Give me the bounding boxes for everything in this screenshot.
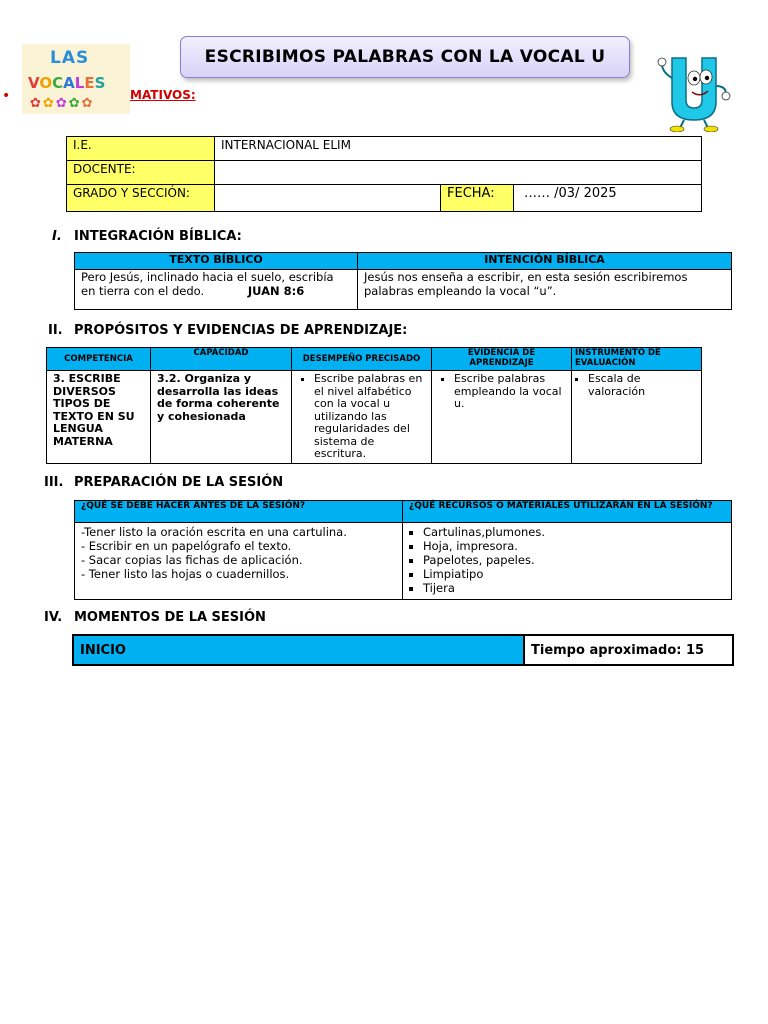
material-item: ▪ Papelotes, papeles.: [423, 553, 725, 567]
competencia-header: COMPETENCIA: [47, 348, 151, 371]
docente-value: [215, 161, 702, 185]
bullet-icon: •: [2, 88, 11, 104]
desempeno-text: ▪ Escribe palabras en el nivel alfabético con la vocal u utilizando las regularidades del sistema de escritura.: [314, 373, 425, 461]
flowers-icon: ✿✿✿✿✿: [30, 96, 95, 111]
biblical-table: [74, 252, 732, 310]
capacidad-header: CAPACIDAD: [151, 348, 292, 371]
ie-label: I.E.: [67, 137, 215, 161]
evidencia-text: ▪ Escribe palabras empleando la vocal u.: [454, 373, 565, 411]
info-table: [66, 136, 702, 212]
biblical-text: Pero Jesús, inclinado hacia el suelo, escribía en tierra con el dedo.: [81, 270, 334, 298]
tiempo-cell: Tiempo aproximado: 15: [524, 635, 733, 665]
grado-value: [215, 185, 441, 212]
desempeno-cell: [292, 371, 432, 464]
section3-title: PREPARACIÓN DE LA SESIÓN: [74, 475, 284, 490]
letter-u-mascot-icon: [656, 48, 732, 132]
docente-label: DOCENTE:: [67, 161, 215, 185]
material-item: ▪ Tijera: [423, 581, 725, 595]
material-item: ▪ Limpiatipo: [423, 567, 725, 581]
fecha-value: …… /03/ 2025: [514, 185, 702, 212]
logo-line1: LAS: [50, 48, 90, 68]
inicio-cell: INICIO: [73, 635, 524, 665]
section1-title: INTEGRACIÓN BÍBLICA:: [74, 229, 242, 244]
texto-biblico-header: TEXTO BÍBLICO: [75, 253, 358, 270]
instrumento-header: INSTRUMENTO DE EVALUACIÓN: [572, 348, 702, 371]
section2-title: PROPÓSITOS Y EVIDENCIAS DE APRENDIZAJE:: [74, 323, 408, 338]
section4-number: IV.: [44, 610, 63, 625]
material-item: ▪ Hoja, impresora.: [423, 539, 725, 553]
biblical-intention: Jesús nos enseña a escribir, en esta sesión escribiremos palabras empleando la vocal “u”.: [358, 270, 732, 310]
vocales-logo: [22, 44, 130, 114]
before-item: -Tener listo la oración escrita en una cartulina.: [81, 525, 347, 539]
instrumento-text: ▪ Escala de valoración: [588, 373, 695, 398]
desempeno-header: DESEMPEÑO PRECISADO: [292, 348, 432, 371]
purposes-table: [46, 347, 702, 464]
fecha-label: FECHA:: [441, 185, 514, 212]
materials-header: ¿QUÉ RECURSOS O MATERIALES UTILIZARÁN EN LA SESIÓN?: [403, 501, 732, 523]
capacidad-cell: 3.2. Organiza y desarrolla las ideas de forma coherente y cohesionada: [151, 371, 292, 464]
materials-cell: [403, 523, 732, 600]
partial-label: MATIVOS:: [130, 88, 196, 102]
intencion-biblica-header: INTENCIÓN BÍBLICA: [358, 253, 732, 270]
evidencia-header: EVIDENCIA DE APRENDIZAJE: [432, 348, 572, 371]
section2-number: II.: [48, 323, 63, 338]
moments-table: [72, 634, 734, 666]
evidencia-cell: [432, 371, 572, 464]
before-item: - Sacar copias las fichas de aplicación.: [81, 553, 303, 567]
before-item: - Escribir en un papelógrafo el texto.: [81, 539, 292, 553]
grado-label: GRADO Y SECCIÓN:: [67, 185, 215, 212]
biblical-reference: JUAN 8:6: [247, 284, 305, 298]
section1-number: I.: [52, 229, 62, 244]
ie-value: INTERNACIONAL ELIM: [215, 137, 702, 161]
instrumento-cell: [572, 371, 702, 464]
competencia-cell: 3. ESCRIBE DIVERSOS TIPOS DE TEXTO EN SU LENGUA MATERNA: [47, 371, 151, 464]
preparation-table: [74, 500, 732, 600]
logo-line2: VOCALES: [28, 74, 106, 92]
page-title: ESCRIBIMOS PALABRAS CON LA VOCAL U: [180, 36, 630, 78]
before-session-header: ¿QUÉ SE DEBE HACER ANTES DE LA SESIÓN?: [75, 501, 403, 523]
section3-number: III.: [44, 475, 64, 490]
material-item: ▪ Cartulinas,plumones.: [423, 525, 725, 539]
biblical-text-cell: [75, 270, 358, 310]
before-session-cell: [75, 523, 403, 600]
before-item: - Tener listo las hojas o cuadernillos.: [81, 567, 290, 581]
section4-title: MOMENTOS DE LA SESIÓN: [74, 610, 266, 625]
